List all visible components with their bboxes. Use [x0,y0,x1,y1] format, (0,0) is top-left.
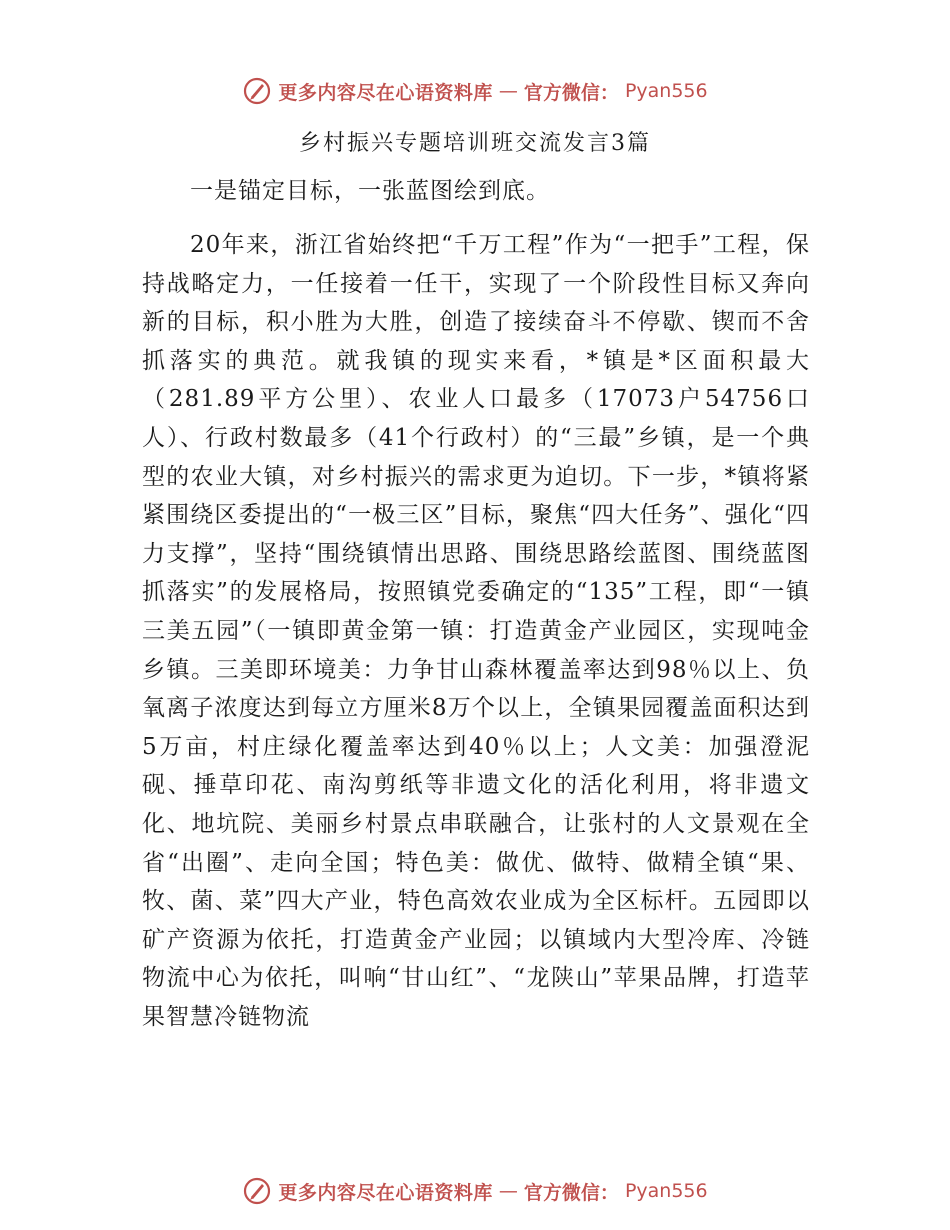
logo-icon [242,76,272,106]
section-heading: 一是锚定目标，一张蓝图绘到底。 [190,178,550,204]
watermark-separator: — [498,80,518,102]
watermark-wechat-id: Pyan556 [624,80,708,102]
watermark-footer [0,1176,950,1206]
watermark-separator: — [498,1180,518,1202]
watermark-wechat-label: 官方微信： [523,81,619,104]
watermark-header [0,76,950,106]
watermark-text: 更多内容尽在心语资料库 [278,1181,493,1204]
logo-icon [242,1176,272,1206]
watermark-wechat-label: 官方微信： [523,1181,619,1204]
body-paragraph: 20年来，浙江省始终把“千万工程”作为“一把手”工程，保持战略定力，一任接着一任干，实现了一个阶段性目标又奔向新的目标，积小胜为大胜，创造了接续奋斗不停歇、锲而不舍抓落实的典范。就我镇的现实来看，*镇是*区面积最大（281.89平方公里）、农业人口最多（17073户54756口人）、行政村数最多（41个行政村）的“三最”乡镇，是一个典型的农业大镇，对乡村振兴的需求更为迫切。下一步，*镇将紧紧围绕区委提出的“一极三区”目标，聚焦“四大任务”、强化“四力支撑”，坚持“围绕镇情出思路、围绕思路绘蓝图、围绕蓝图抓落实”的发展格局，按照镇党委确定的“135”工程，即“一镇三美五园”（一镇即黄金第一镇：打造黄金产业园区，实现吨金乡镇。三美即环境美：力争甘山森林覆盖率达到98％以上、负氧离子浓度达到每立方厘米8万个以上，全镇果园覆盖面积达到5万亩，村庄绿化覆盖率达到40％以上；人文美：加强澄泥砚、捶草印花、南沟剪纸等非遗文化的活化利用，将非遗文化、地坑院、美丽乡村景点串联融合，让张村的人文景观在全省“出圈”、走向全国；特色美：做优、做特、做精全镇“果、牧、菌、菜”四大产业，特色高效农业成为全区标杆。五园即以矿产资源为依托，打造黄金产业园；以镇域内大型冷库、冷链物流中心为依托，叫响“甘山红”、“龙陕山”苹果品牌，打造苹果智慧冷链物流 [142,232,810,1030]
watermark-wechat-id: Pyan556 [624,1180,708,1202]
watermark-text: 更多内容尽在心语资料库 [278,81,493,104]
document-title: 乡村振兴专题培训班交流发言3篇 [299,131,651,156]
